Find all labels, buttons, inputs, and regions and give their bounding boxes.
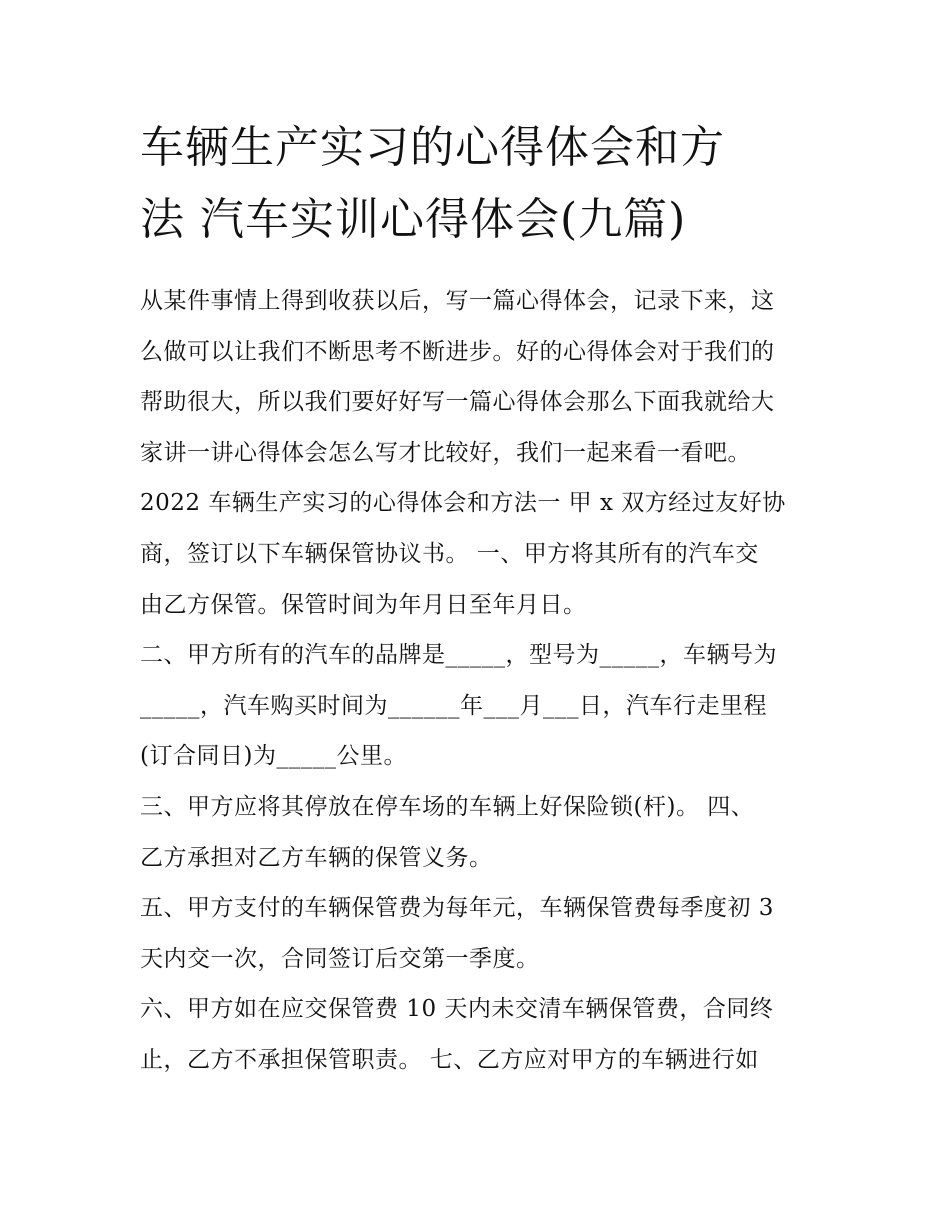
body-line: (订合同日)为_____公里。: [140, 743, 407, 770]
body-line: 止，乙方不承担保管职责。 七、乙方应对甲方的车辆进行如: [140, 1046, 759, 1073]
body-line: 三、甲方应将其停放在停车场的车辆上好保险锁(杆)。 四、: [140, 793, 755, 820]
document-body: [140, 276, 830, 1086]
body-line: 乙方承担对乙方车辆的保管义务。: [140, 844, 493, 871]
body-line: 由乙方保管。保管时间为年月日至年月日。: [140, 591, 587, 618]
body-line: 么做可以让我们不断思考不断进步。好的心得体会对于我们的: [140, 338, 775, 365]
body-line: 五、甲方支付的车辆保管费为每年元，车辆保管费每季度初 3: [140, 895, 774, 922]
body-line: 从某件事情上得到收获以后，写一篇心得体会，记录下来，这: [140, 288, 775, 314]
title-line: 法 汽车实训心得体会(九篇): [140, 194, 687, 245]
body-line: 二、甲方所有的汽车的品牌是_____，型号为_____，车辆号为: [140, 642, 777, 669]
body-line: 商，签订以下车辆保管协议书。 一、甲方将其所有的汽车交: [140, 540, 759, 567]
title-line: 车辆生产实习的心得体会和方: [140, 122, 725, 173]
body-line: 家讲一讲心得体会怎么写才比较好，我们一起来看一看吧。: [140, 439, 751, 466]
body-line: 天内交一次，合同签订后交第一季度。: [140, 945, 540, 972]
document-title: [140, 112, 830, 256]
body-line: 六、甲方如在应交保管费 10 天内未交清车辆保管费，合同终: [140, 996, 774, 1023]
body-line: 2022 车辆生产实习的心得体会和方法一 甲 x 双方经过友好协: [140, 490, 786, 517]
body-line: _____，汽车购买时间为______年___月___日，汽车行走里程: [140, 692, 767, 719]
body-line: 帮助很大，所以我们要好好写一篇心得体会那么下面我就给大: [140, 389, 775, 416]
